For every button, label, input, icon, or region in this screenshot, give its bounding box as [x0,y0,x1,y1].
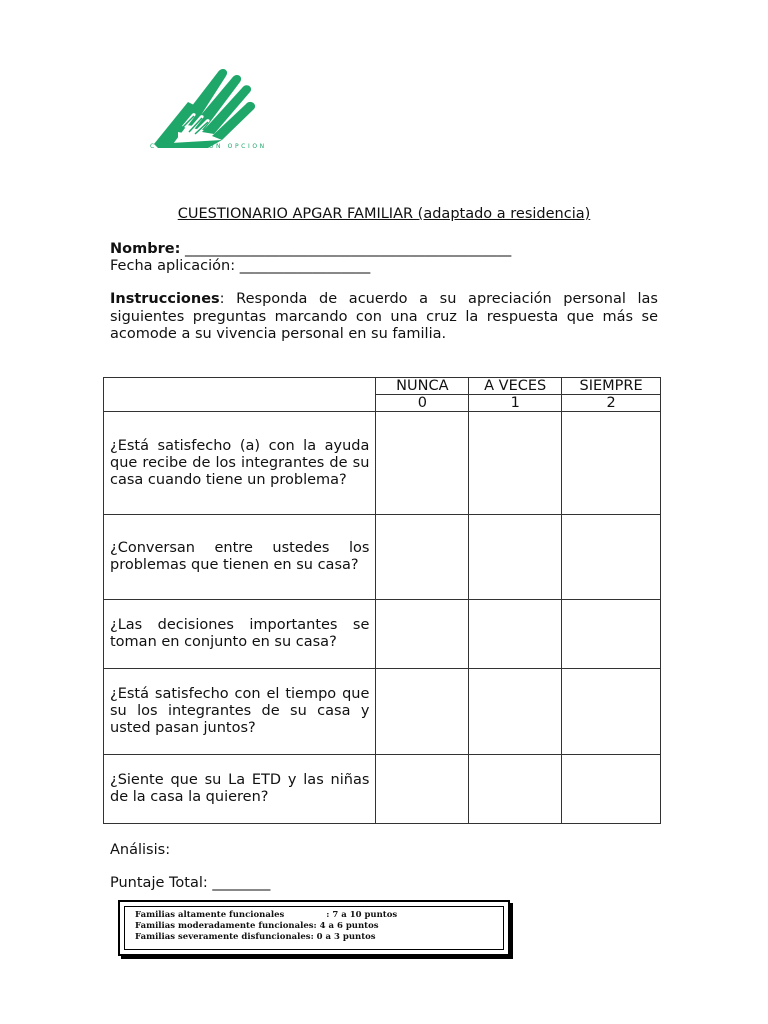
answer-cell-siempre[interactable] [562,669,661,755]
nombre-line: _____________________________________________ [184,241,512,257]
col-value-0: 0 [376,395,469,412]
legend-value: : 7 a 10 puntos [326,910,398,920]
legend-value: : 0 a 3 puntos [310,932,376,942]
table-row [104,755,661,824]
scoring-legend-box [118,900,510,956]
questionnaire-table [103,377,661,824]
fecha-label: Fecha aplicación: [110,258,236,274]
total-score-field[interactable]: Puntaje Total: ________ [110,875,271,891]
legend-label: Familias severamente disfuncionales [135,932,311,942]
legend-row [135,932,503,943]
answer-cell-siempre[interactable] [562,412,661,515]
answer-cell-nunca[interactable] [376,412,469,515]
table-row [104,600,661,669]
legend-row [135,910,503,921]
answer-cell-a-veces[interactable] [469,412,562,515]
answer-cell-nunca[interactable] [376,515,469,600]
answer-cell-a-veces[interactable] [469,515,562,600]
question-text: ¿Conversan entre ustedes los problemas que tienen en su casa? [104,515,376,600]
answer-cell-siempre[interactable] [562,600,661,669]
col-value-1: 1 [469,395,562,412]
answer-cell-siempre[interactable] [562,515,661,600]
nombre-label: Nombre: [110,241,181,257]
question-text: ¿Está satisfecho con el tiempo que su los integrantes de su casa y usted pasan juntos? [104,669,376,755]
instructions [110,291,658,344]
table-row [104,515,661,600]
legend-value: : 4 a 6 puntos [313,921,379,931]
answer-cell-a-veces[interactable] [469,600,562,669]
question-text: ¿Siente que su La ETD y las niñas de la casa la quieren? [104,755,376,824]
fecha-line: __________________ [239,258,371,274]
col-header-a-veces: A VECES [469,378,562,395]
answer-cell-nunca[interactable] [376,755,469,824]
answer-cell-nunca[interactable] [376,669,469,755]
header-empty-cell [104,378,376,412]
answer-cell-a-veces[interactable] [469,669,562,755]
fecha-field[interactable] [110,258,370,274]
answer-cell-nunca[interactable] [376,600,469,669]
instructions-text: : Responda de acuerdo a su apreciación personal las siguientes preguntas marcando con una cruz la respuesta que más se acomode a su vivencia personal en su familia. [110,291,658,342]
question-text: ¿Está satisfecho (a) con la ayuda que recibe de los integrantes de su casa cuando tiene un problema? [104,412,376,515]
question-text: ¿Las decisiones importantes se toman en conjunto en su casa? [104,600,376,669]
col-header-nunca: NUNCA [376,378,469,395]
answer-cell-siempre[interactable] [562,755,661,824]
answer-cell-a-veces[interactable] [469,755,562,824]
page-title: CUESTIONARIO APGAR FAMILIAR (adaptado a residencia) [177,206,591,222]
header-row-labels [104,378,661,395]
col-value-2: 2 [562,395,661,412]
legend-label: Familias altamente funcionales [135,910,285,920]
logo-text: CORPORACION OPCION [150,143,267,150]
analysis-label: Análisis: [110,842,171,858]
scoring-legend [124,906,504,950]
nombre-field[interactable] [110,241,511,257]
table-row [104,669,661,755]
table-row [104,412,661,515]
legend-row [135,921,503,932]
col-header-siempre: SIEMPRE [562,378,661,395]
legend-label: Familias moderadamente funcionales [135,921,314,931]
instructions-label: Instrucciones [110,291,220,307]
